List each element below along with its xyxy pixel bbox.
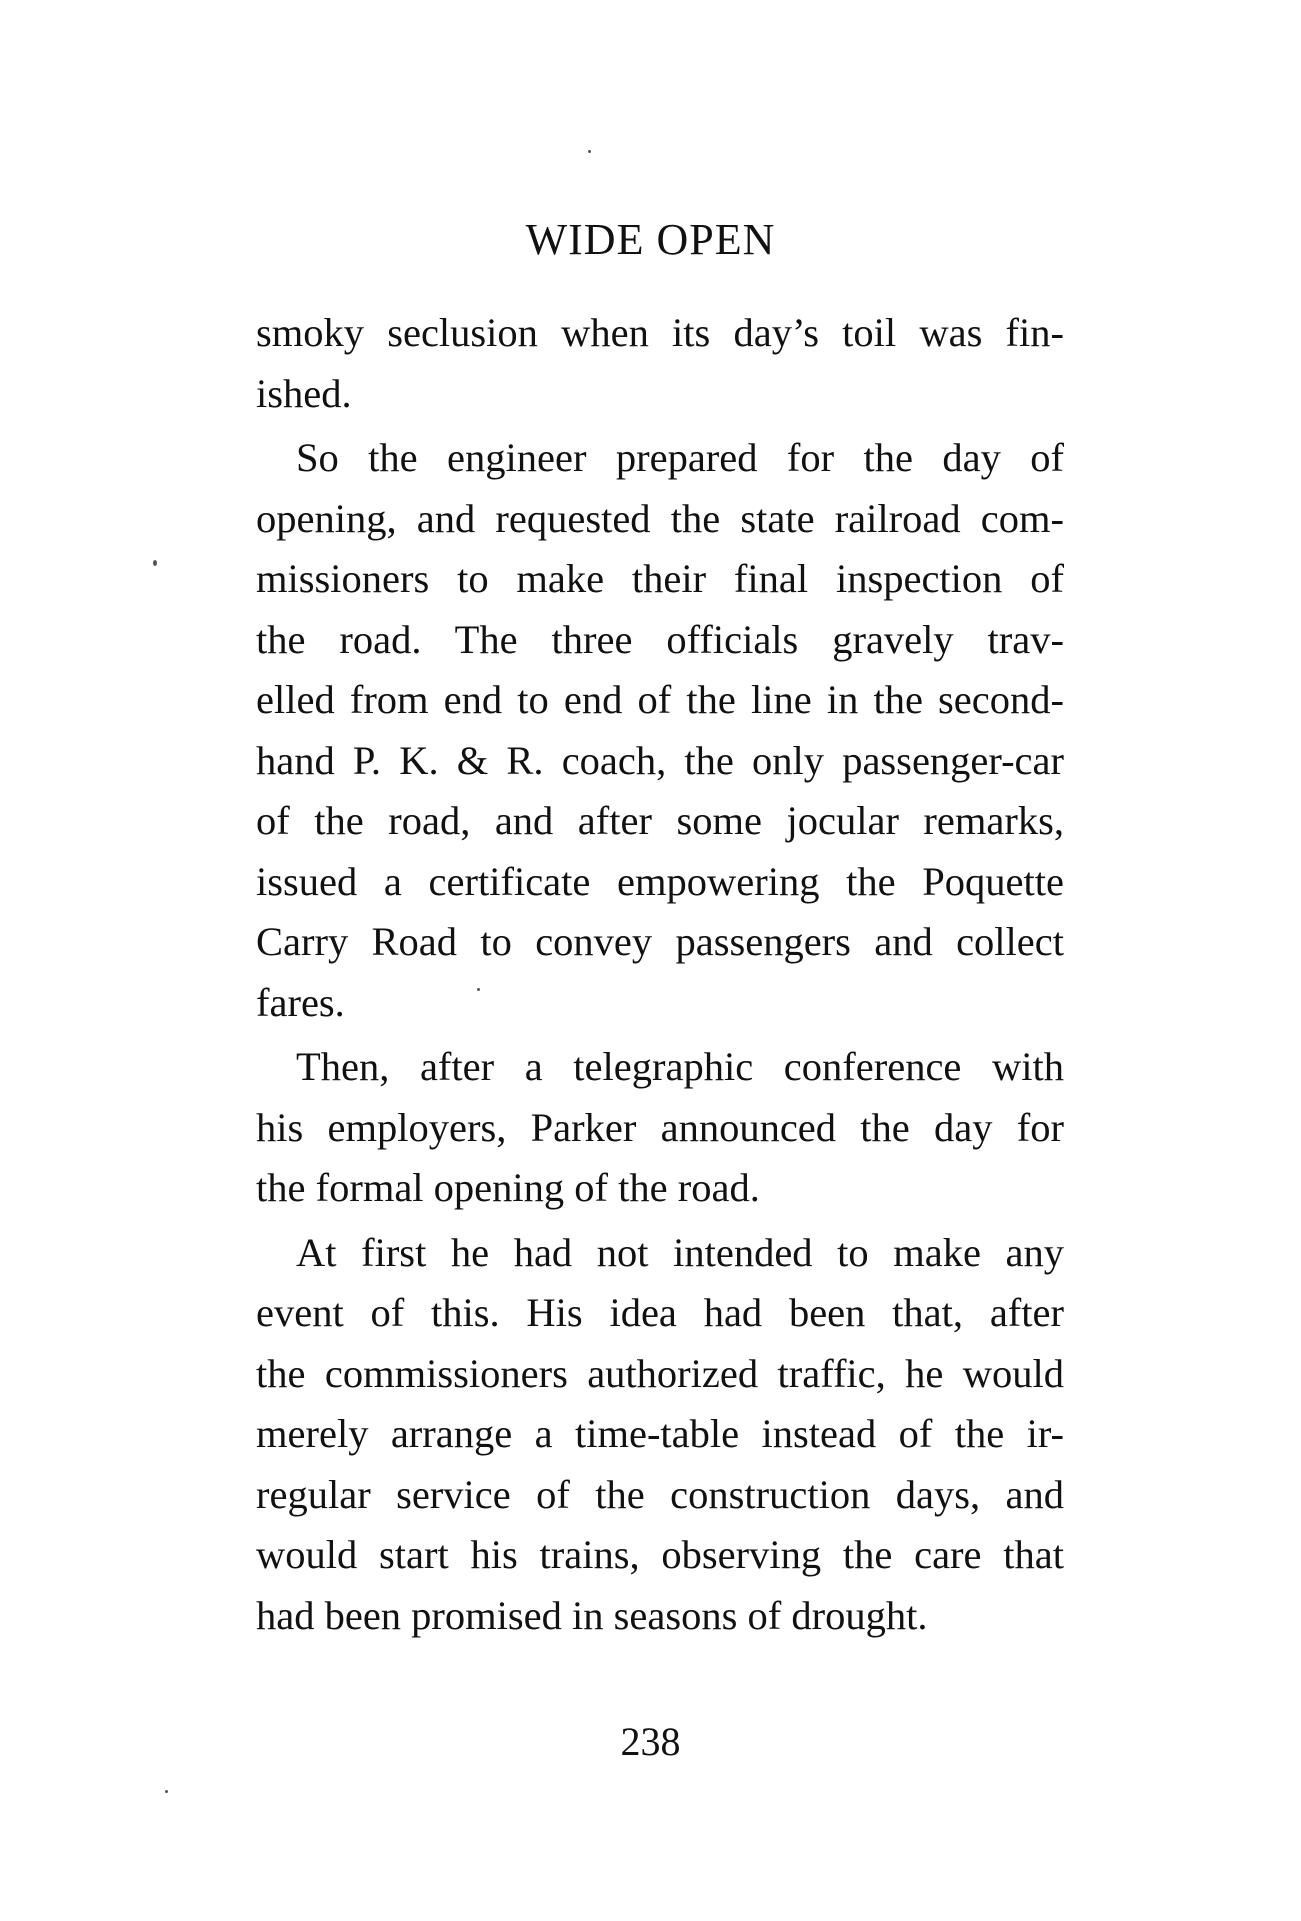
text-line: the commissioners authorized traffic, he would bbox=[256, 1350, 1064, 1396]
print-speck bbox=[165, 1790, 168, 1793]
text-line: missioners to make their final inspection of bbox=[256, 556, 1064, 601]
paragraph bbox=[256, 1223, 1064, 1647]
text-line: issued a certificate empowering the Poquette bbox=[256, 858, 1064, 904]
text-line: ished. bbox=[256, 370, 352, 416]
text-line: merely arrange a time-table instead of the ir- bbox=[256, 1411, 1064, 1456]
text-line: the formal opening of the road. bbox=[256, 1165, 760, 1210]
running-head: WIDE OPEN bbox=[525, 215, 776, 264]
text-line: of the road, and after some jocular remarks, bbox=[256, 798, 1064, 843]
text-line: smoky seclusion when its day’s toil was fin- bbox=[256, 310, 1064, 355]
text-line: elled from end to end of the line in the second- bbox=[256, 677, 1064, 722]
paragraph bbox=[256, 1037, 1064, 1219]
text-line: Carry Road to convey passengers and collect bbox=[256, 919, 1064, 964]
text-line: Then, after a telegraphic conference with bbox=[296, 1044, 1064, 1089]
text-line: would start his trains, observing the care that bbox=[256, 1532, 1064, 1577]
body-text bbox=[256, 303, 1064, 1646]
text-line: opening, and requested the state railroad com- bbox=[256, 495, 1064, 541]
print-speck bbox=[153, 560, 157, 566]
print-speck bbox=[588, 150, 591, 153]
text-line: At first he had not intended to make any bbox=[296, 1229, 1064, 1275]
text-line: regular service of the construction days, and bbox=[256, 1471, 1064, 1517]
text-line: So the engineer prepared for the day of bbox=[296, 435, 1064, 480]
paragraph bbox=[256, 303, 1064, 424]
text-line: the road. The three officials gravely trav- bbox=[256, 616, 1064, 662]
text-line: event of this. His idea had been that, after bbox=[256, 1290, 1064, 1335]
text-line: hand P. K. & R. coach, the only passenger-car bbox=[256, 737, 1064, 783]
text-line: fares. bbox=[256, 979, 345, 1025]
text-line: his employers, Parker announced the day for bbox=[256, 1104, 1064, 1150]
text-line: had been promised in seasons of drought. bbox=[256, 1592, 928, 1638]
paragraph bbox=[256, 428, 1064, 1033]
page-number: 238 bbox=[620, 1719, 681, 1764]
